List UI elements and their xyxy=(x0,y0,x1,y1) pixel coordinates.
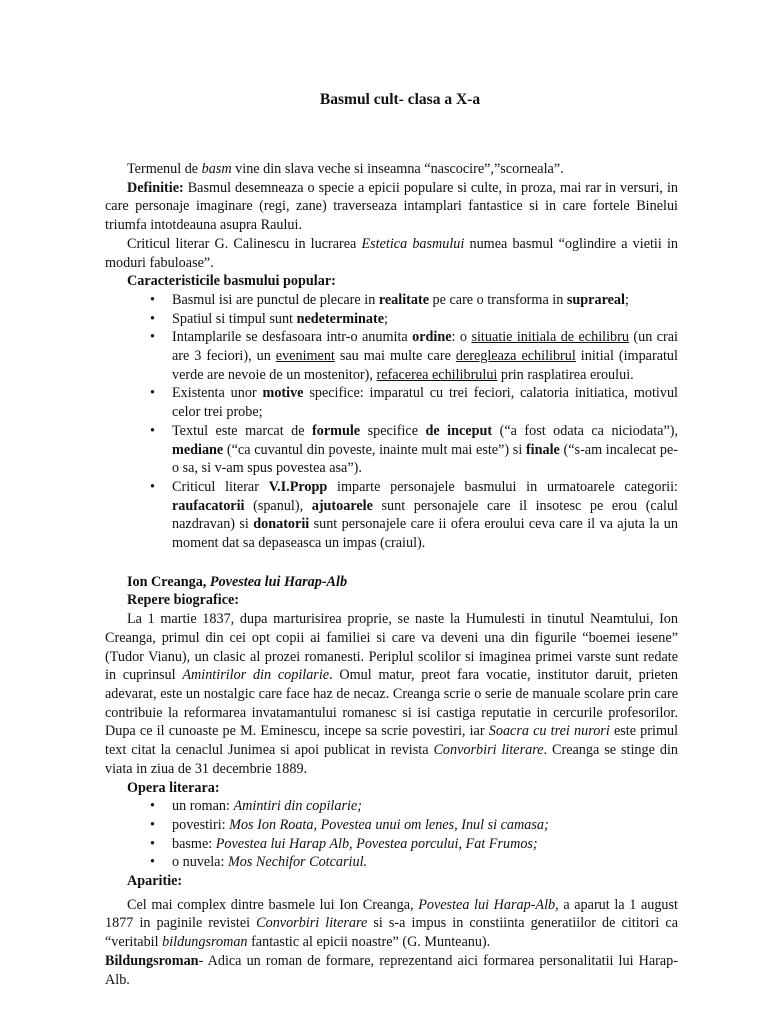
list-item: • basme: Povestea lui Harap Alb, Povestea porcului, Fat Frumos; xyxy=(172,835,678,854)
characteristics-list xyxy=(105,291,678,553)
heading-literary-work: Opera literara: xyxy=(127,779,220,796)
heading-characteristics: Caracteristicile basmului popular: xyxy=(127,273,336,290)
paragraph-bildungsroman: Bildungsroman- Adica un roman de formare, reprezentand aici formarea personalitatii lui Harap-Alb. xyxy=(105,952,678,988)
heading-appearance: Aparitie: xyxy=(127,873,183,890)
heading-biography: Repere biografice: xyxy=(127,592,240,609)
document-body xyxy=(105,160,678,989)
paragraph-biography: La 1 martie 1837, dupa marturisirea proprie, se naste la Humulesti in tinutul Neamtului, Ion Creanga, primul din cei opt copii ai familiei si care va deveni una din figurile “boemei iesene” (Tudor Vianu), un clasic al prozei romanesti. Periplul scolilor si imaginea primei varste sunt redate in cuprinsul Amintirilor din copilarie. Omul matur, preot fara vocatie, institutor daruit, prieten adevarat, este un nostalgic care face haz de necaz. Creanga scrie o serie de manuale scolare prin care contribuie la reformarea invatamantului romanesc si isi castiga reputatie in cercurile profesorilor. Dupa ce il cunoaste pe M. Eminescu, incepe sa scrie povestiri, iar Soacra cu trei nurori este primul text citat la cenaclul Junimea si apoi publicat in revista Convorbiri literare. Creanga se stinge din viata in ziua de 31 decembrie 1889. xyxy=(105,611,679,777)
list-item: • un roman: Amintiri din copilarie; xyxy=(172,797,678,816)
paragraph-calinescu: Criticul literar G. Calinescu in lucrarea Estetica basmului numea basmul “oglindire a vietii in moduri fabuloase”. xyxy=(105,235,678,271)
list-item: • Basmul isi are punctul de plecare in realitate pe care o transforma in suprareal; xyxy=(172,291,678,310)
paragraph-definition: Definitie: Basmul desemneaza o specie a epicii populare si culte, in proza, mai rar in versuri, in care personaje imaginare (regi, zane) traverseaza intamplari fantastice si in care fortele Binelui triumfa intotdeauna asupra Raului. xyxy=(105,179,678,234)
paragraph-basm-etymology: Termenul de basm vine din slava veche si inseamna “nascocire”,”scorneala”. xyxy=(127,161,564,177)
list-item: • Textul este marcat de formule specifice de inceput (“a fost odata ca niciodata”), mediane (“ca cuvantul din poveste, inainte mult mai este”) si finale (“s-am incalecat pe-o sa, si v-am spus povestea asa”). xyxy=(172,422,678,478)
list-item: • Criticul literar V.I.Propp imparte personajele basmului in urmatoarele categorii: raufacatorii (spanul), ajutoarele sunt personajele care il insotesc pe erou (calul nazdravan) si donatorii sunt personajele care ii ofera eroului ceva care il va ajuta la un moment dat sa depaseasca un impas (craiul). xyxy=(172,478,678,553)
list-item: • povestiri: Mos Ion Roata, Povestea unui om lenes, Inul si camasa; xyxy=(172,816,678,835)
works-list xyxy=(105,797,678,872)
document-title: Basmul cult- clasa a X-a xyxy=(319,91,481,108)
list-item: • Existenta unor motive specifice: imparatul cu trei feciori, calatoria initiatica, motivul celor trei probe; xyxy=(172,384,678,421)
list-item: • o nuvela: Mos Nechifor Cotcariul. xyxy=(172,853,678,872)
paragraph-appearance: Cel mai complex dintre basmele lui Ion Creanga, Povestea lui Harap-Alb, a aparut la 1 august 1877 in paginile revistei Convorbiri literare si s-a impus in constiinta generatiilor de cititori ca “veritabil bildungsroman fantastic al epicii noastre” (G. Munteanu). xyxy=(105,896,679,951)
list-item: • Intamplarile se desfasoara intr-o anumita ordine: o situatie initiala de echilibru (un crai are 3 feciori), un eveniment sau mai multe care deregleaza echilibrul initial (imparatul verde are nevoie de un mostenitor), refacerea echilibrului prin rasplatirea eroului. xyxy=(172,328,678,384)
heading-author-work: Ion Creanga, Povestea lui Harap-Alb xyxy=(127,573,348,590)
list-item: • Spatiul si timpul sunt nedeterminate; xyxy=(172,310,678,329)
